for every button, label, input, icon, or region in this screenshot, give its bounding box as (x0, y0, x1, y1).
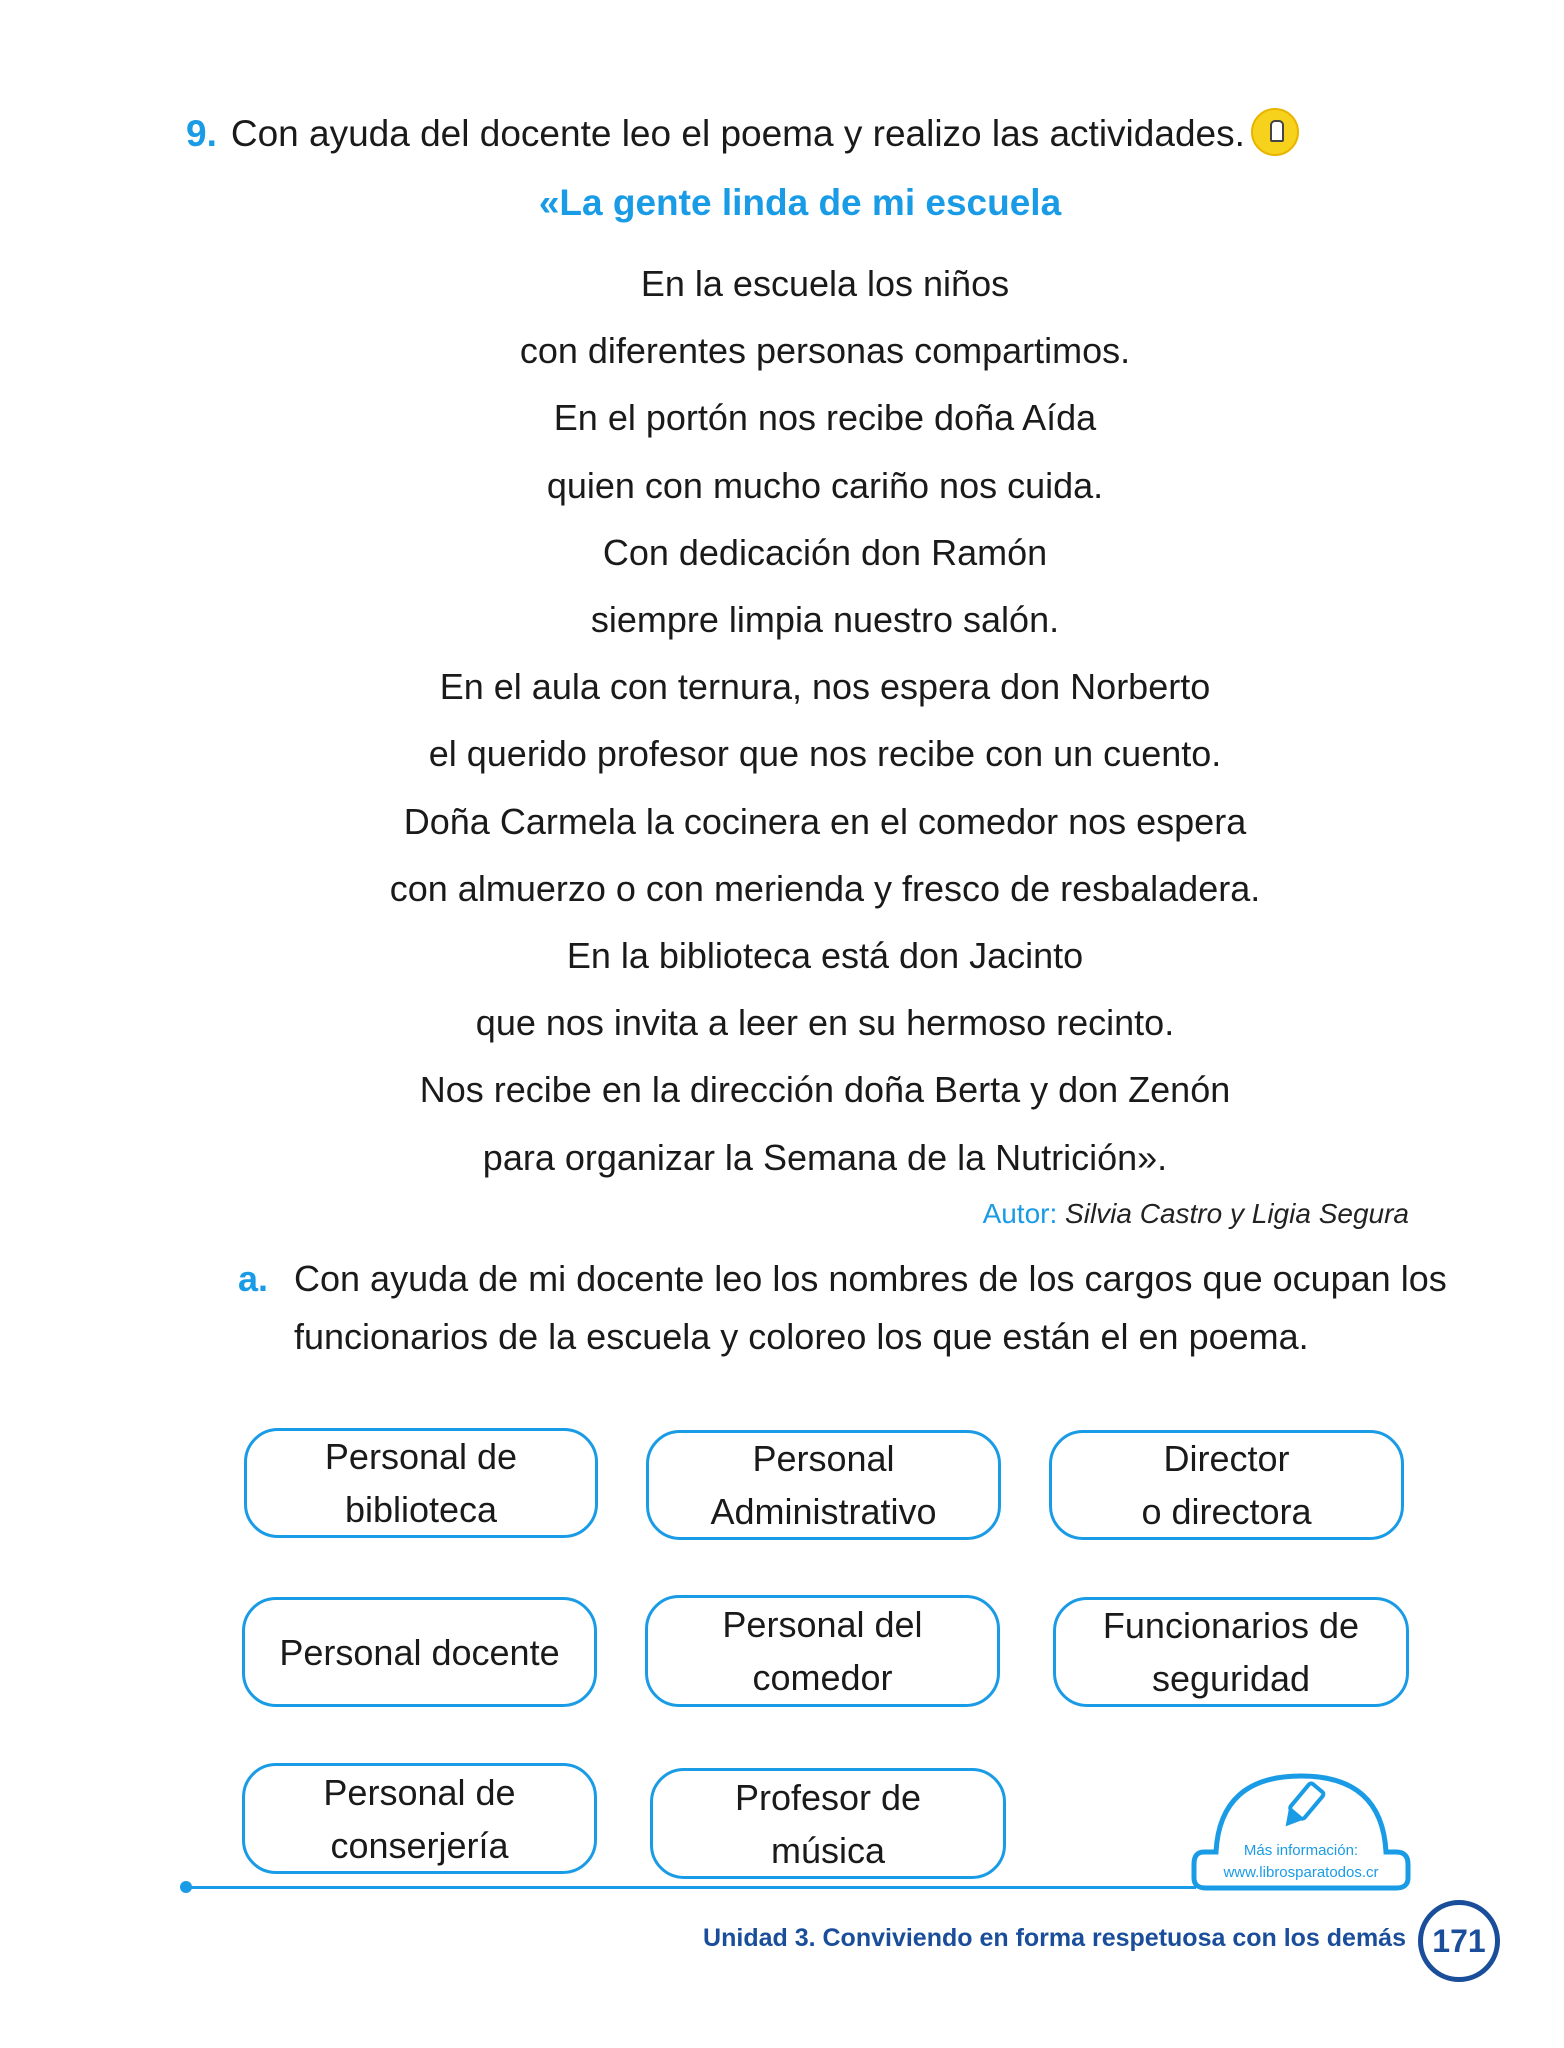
exercise-instruction: Con ayuda del docente leo el poema y realizo las actividades. (230, 112, 1245, 154)
option-line: Personal de (324, 1436, 518, 1477)
option-line: música (770, 1829, 885, 1871)
more-info-url[interactable]: www.librosparatodos.cr (1223, 1864, 1379, 1881)
option-box[interactable] (244, 1428, 598, 1538)
option-line: Funcionarios de (1102, 1605, 1360, 1646)
author-name: Silvia Castro y Ligia Segura (1065, 1198, 1409, 1229)
option-line: biblioteca (344, 1489, 498, 1530)
poem-line: con almuerzo o con merienda y fresco de resbaladera. (389, 867, 1261, 909)
poem-line: En el portón nos recibe doña Aída (553, 397, 1097, 439)
footer-divider (186, 1886, 1196, 1889)
poem-author (983, 1198, 1409, 1230)
exercise-heading (186, 112, 1299, 160)
option-line: conserjería (330, 1824, 509, 1866)
option-box[interactable] (1053, 1597, 1409, 1707)
poem-line: quien con mucho cariño nos cuida. (546, 464, 1104, 506)
activity-letter: a. (238, 1258, 269, 1299)
poem-line: En la biblioteca está don Jacinto (566, 935, 1084, 977)
option-line: Director (1163, 1438, 1290, 1479)
page-number: 171 (1418, 1900, 1500, 1982)
poem-line: Doña Carmela la cocinera en el comedor nos espera (403, 800, 1247, 842)
option-line: Administrativo (710, 1491, 937, 1532)
poem-title: «La gente linda de mi escuela (538, 182, 1062, 223)
option-line: Profesor de (734, 1776, 922, 1818)
author-label: Autor: (982, 1198, 1058, 1229)
poem-line: para organizar la Semana de la Nutrición». (482, 1136, 1168, 1178)
option-box[interactable] (1049, 1430, 1404, 1540)
option-line: Personal docente (279, 1631, 560, 1673)
unit-title: Unidad 3. Conviviendo en forma respetuosa con los demás (703, 1924, 1406, 1952)
lightbulb-icon (1251, 108, 1299, 156)
poem-line: Nos recibe en la dirección doña Berta y don Zenón (419, 1069, 1231, 1111)
more-info-label: Más información: (1243, 1842, 1359, 1859)
option-box[interactable] (646, 1430, 1001, 1540)
option-line: o directora (1141, 1491, 1312, 1532)
option-line: comedor (752, 1657, 893, 1698)
option-line: Personal (752, 1438, 895, 1479)
exercise-number: 9. (186, 112, 217, 154)
poem-body (0, 250, 1564, 1191)
option-box[interactable] (650, 1768, 1006, 1879)
poem-line: En el aula con ternura, nos espera don Norberto (439, 666, 1211, 708)
option-box[interactable] (242, 1597, 597, 1707)
divider-dot (180, 1881, 192, 1893)
option-line: seguridad (1151, 1658, 1311, 1699)
poem-line: con diferentes personas compartimos. (519, 330, 1131, 372)
activity-text: Con ayuda de mi docente leo los nombres de los cargos que ocupan los funcionarios de la escuela y coloreo los que están el en poema. (294, 1258, 1447, 1357)
option-line: Personal del (722, 1604, 923, 1645)
poem-line: que nos invita a leer en su hermoso recinto. (475, 1002, 1175, 1044)
poem-line: Con dedicación don Ramón (602, 531, 1048, 573)
poem-line: siempre limpia nuestro salón. (590, 599, 1060, 641)
option-line: Personal de (323, 1771, 516, 1813)
option-box[interactable] (645, 1595, 1000, 1707)
option-box[interactable] (242, 1763, 597, 1874)
poem-line: el querido profesor que nos recibe con un cuento. (428, 733, 1222, 775)
activity-a (238, 1250, 1464, 1366)
poem-line: En la escuela los niños (640, 263, 1010, 304)
